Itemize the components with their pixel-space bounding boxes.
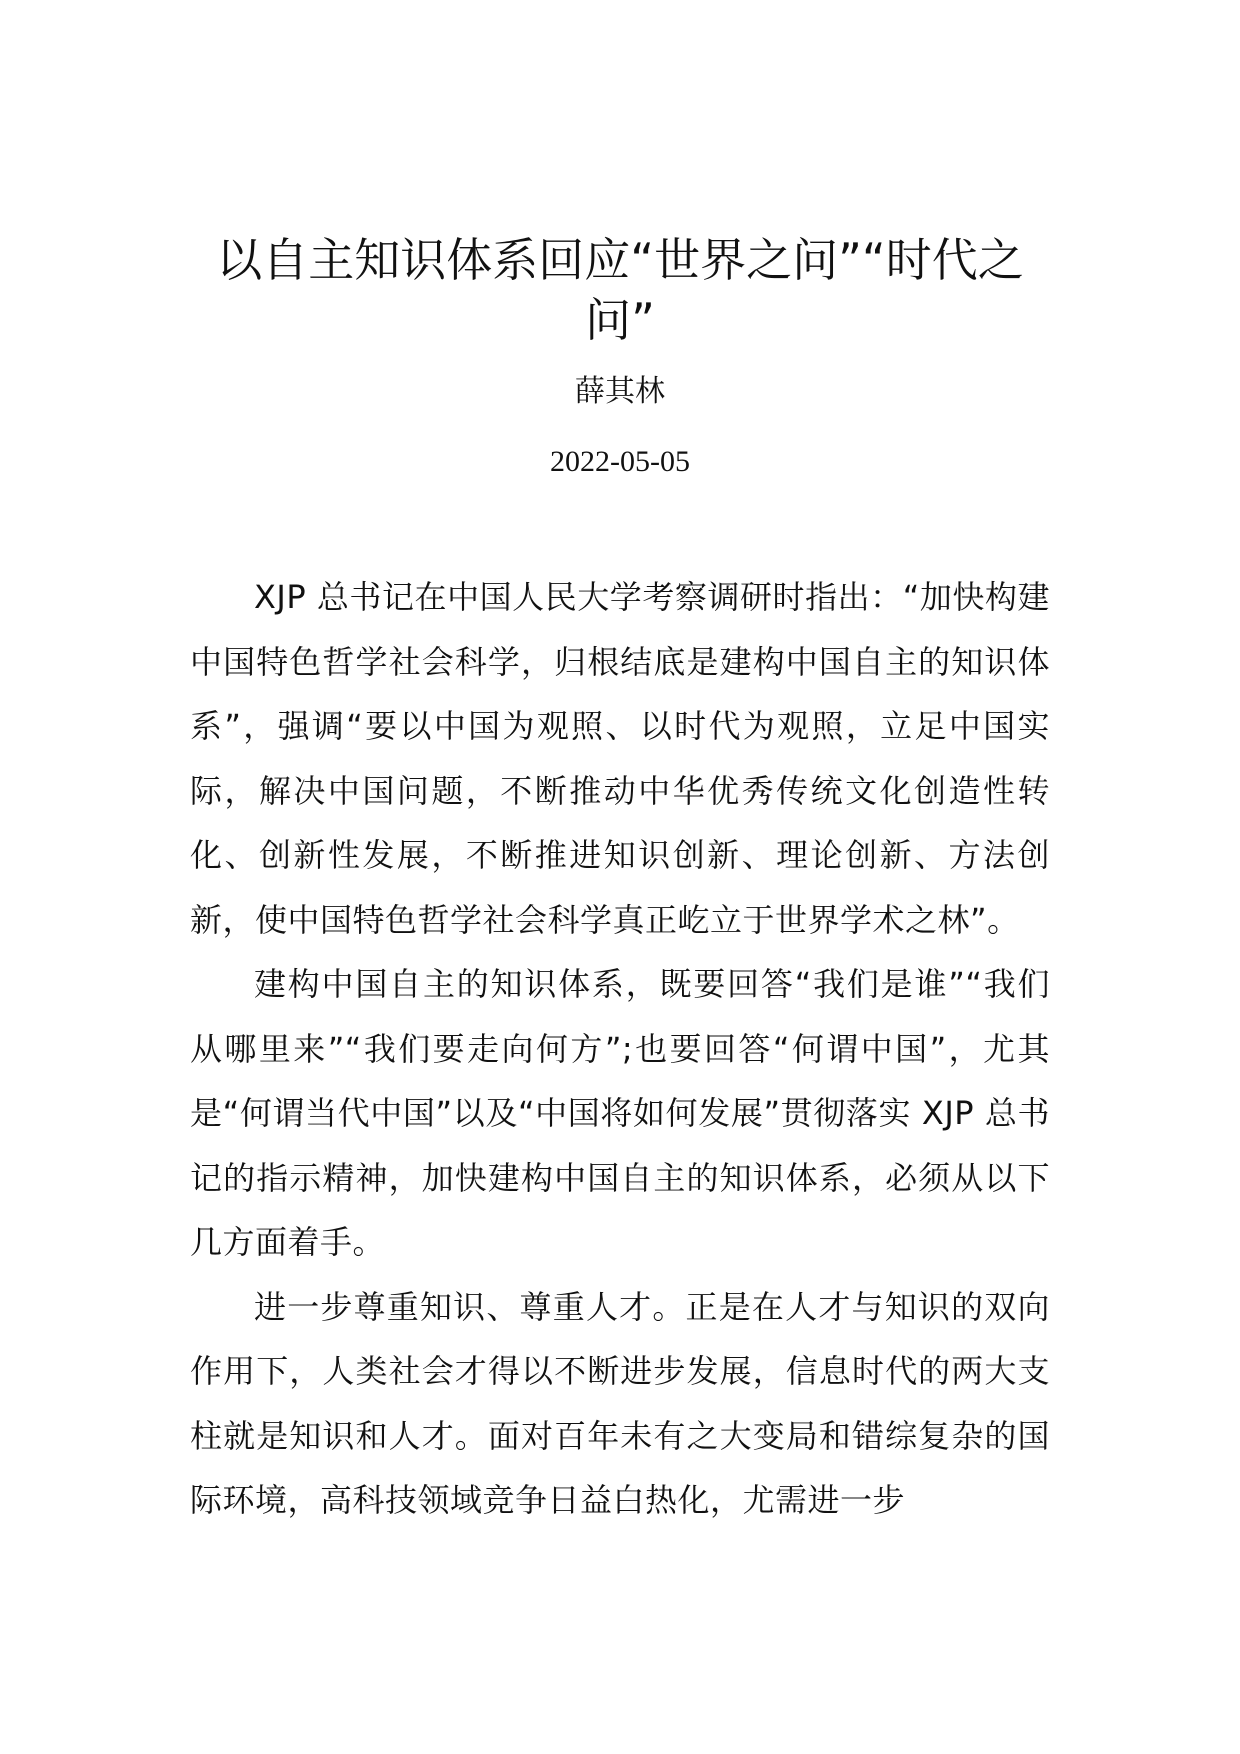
article-date: 2022-05-05 xyxy=(550,445,690,478)
body-paragraph: 建构中国自主的知识体系，既要回答“我们是谁”“我们从哪里来”“我们要走向何方”;也要回答“何谓中国”，尤其是“何谓当代中国”以及“中国将如何发展”贯彻落实 XJP 总书记的指示精神，加快建构中国自主的知识体系，必须从以下几方面着手。 xyxy=(190,965,1050,1261)
article-title: 以自主知识体系回应“世界之问”“时代之问” xyxy=(216,233,1024,347)
body-paragraph: XJP 总书记在中国人民大学考察调研时指出：“加快构建中国特色哲学社会科学，归根结底是建构中国自主的知识体系”，强调“要以中国为观照、以时代为观照，立足中国实际，解决中国问题，不断推动中华优秀传统文化创造性转化、创新性发展，不断推进知识创新、理论创新、方法创新，使中国特色哲学社会科学真正屹立于世界学术之林”。 xyxy=(190,578,1050,939)
article-author: 薛其林 xyxy=(575,374,665,409)
article-body xyxy=(190,565,1050,1533)
body-paragraph: 进一步尊重知识、尊重人才。正是在人才与知识的双向作用下，人类社会才得以不断进步发展，信息时代的两大支柱就是知识和人才。面对百年未有之大变局和错综复杂的国际环境，高科技领域竞争日益白热化，尤需进一步 xyxy=(190,1287,1050,1519)
